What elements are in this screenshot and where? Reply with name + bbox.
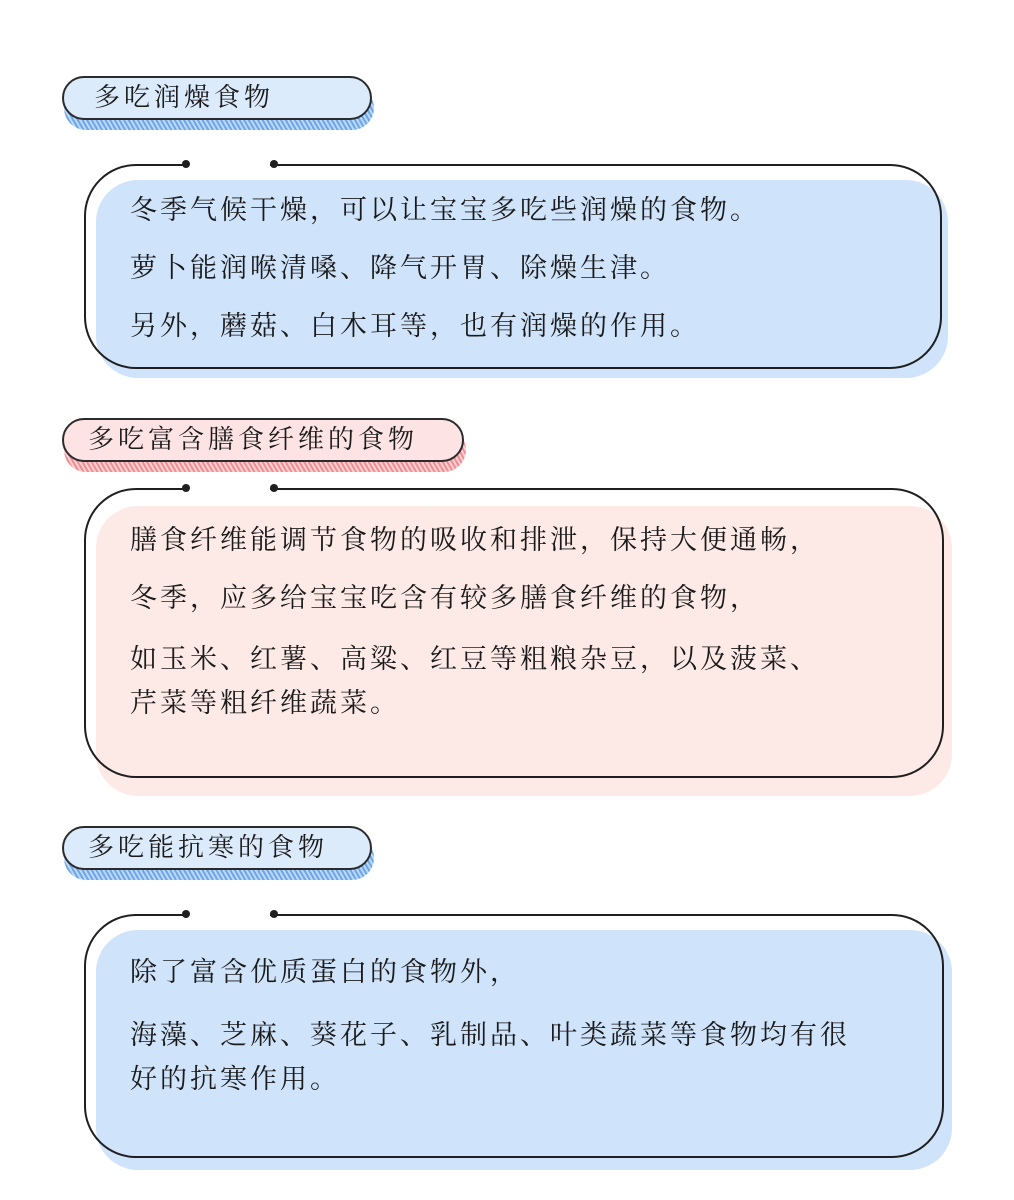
connector-dot bbox=[270, 484, 278, 492]
section-2-line: 芹菜等粗纤维蔬菜。 bbox=[130, 688, 400, 719]
section-1-text bbox=[130, 182, 760, 356]
section-1-line: 萝卜能润喉清嗓、降气开胃、除燥生津。 bbox=[130, 253, 670, 284]
section-2-title: 多吃富含膳食纤维的食物 bbox=[88, 425, 419, 455]
section-1-line: 另外，蘑菇、白木耳等，也有润燥的作用。 bbox=[130, 311, 700, 342]
section-3-text bbox=[130, 944, 850, 1102]
section-1-title: 多吃润燥食物 bbox=[94, 83, 275, 113]
section-2-line: 冬季，应多给宝宝吃含有较多膳食纤维的食物， bbox=[130, 583, 760, 614]
section-3-title: 多吃能抗寒的食物 bbox=[88, 833, 329, 863]
section-3-line: 除了富含优质蛋白的食物外， bbox=[130, 957, 520, 988]
connector-dot bbox=[182, 484, 190, 492]
section-1-line: 冬季气候干燥，可以让宝宝多吃些润燥的食物。 bbox=[130, 195, 760, 226]
section-2-text bbox=[130, 512, 820, 726]
section-1-title-tag bbox=[62, 76, 372, 120]
connector-dot bbox=[182, 910, 190, 918]
section-3-line: 好的抗寒作用。 bbox=[130, 1064, 340, 1095]
section-2-line: 如玉米、红薯、高粱、红豆等粗粮杂豆，以及菠菜、 bbox=[130, 644, 820, 675]
section-3-line: 海藻、芝麻、葵花子、乳制品、叶类蔬菜等食物均有很 bbox=[130, 1020, 850, 1051]
connector-dot bbox=[182, 160, 190, 168]
section-2-title-tag bbox=[62, 418, 464, 462]
connector-dot bbox=[270, 910, 278, 918]
section-3-title-tag bbox=[62, 826, 372, 870]
section-2-line: 膳食纤维能调节食物的吸收和排泄，保持大便通畅， bbox=[130, 525, 820, 556]
connector-dot bbox=[270, 160, 278, 168]
